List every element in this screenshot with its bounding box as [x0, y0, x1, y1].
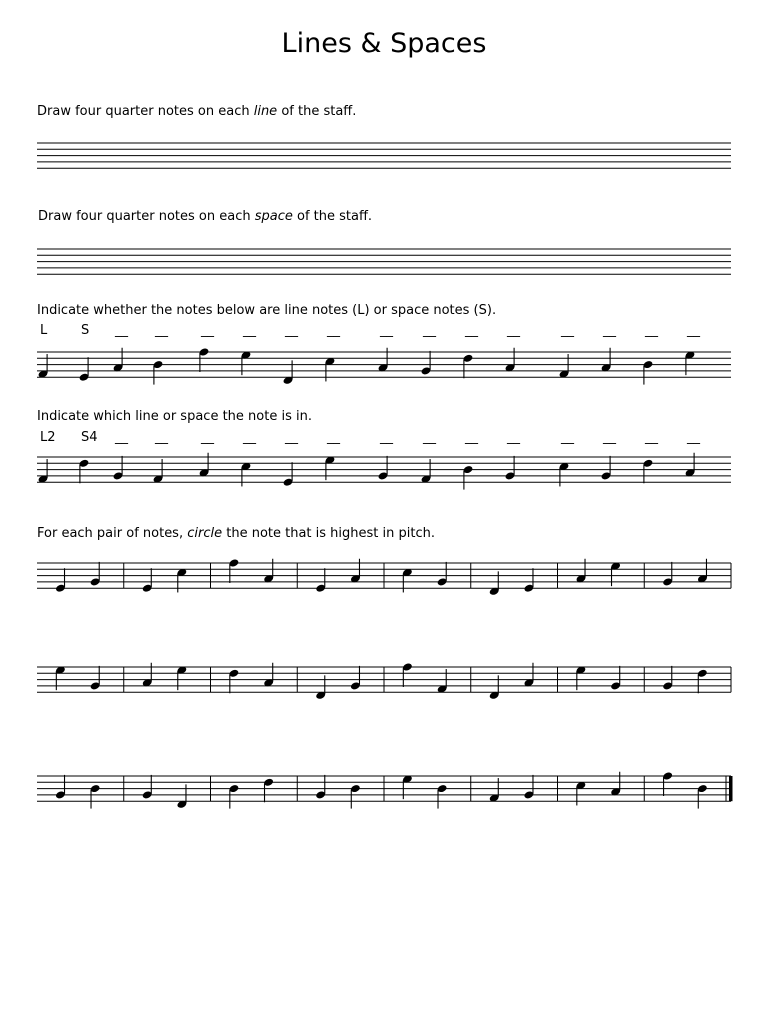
pair-staff-row-3	[0, 761, 768, 821]
ex5-row1-m2-note-1	[142, 568, 153, 593]
ex3-answer-7[interactable]: __	[285, 323, 298, 338]
ex5-row2-m2-note-1	[142, 663, 153, 688]
exercise5-text-after: the note that is highest in pitch.	[222, 526, 435, 541]
ex4-answer-6[interactable]: __	[243, 430, 256, 445]
ex3-answer-1[interactable]: L	[40, 323, 48, 338]
exercise5-text-before: For each pair of notes,	[37, 526, 188, 541]
ex3-answer-2[interactable]: S	[81, 323, 90, 338]
ex3-note-2	[79, 357, 90, 382]
exercise5-emphasis: circle	[187, 526, 223, 541]
ex3-answer-12[interactable]: __	[507, 323, 520, 338]
ex4-answer-9[interactable]: __	[380, 430, 393, 445]
ex3-note-12	[505, 348, 516, 373]
exercise5-instruction	[37, 526, 435, 542]
exercise3-instruction: Indicate whether the notes below are line notes (L) or space notes (S).	[37, 303, 497, 318]
ex5-row2-m8-note-2	[697, 669, 708, 694]
ex3-note-14	[601, 348, 612, 373]
ex5-row2-m1-note-1	[55, 665, 66, 690]
ex4-note-15	[643, 459, 654, 484]
ex5-row2-m6-note-2	[523, 663, 534, 688]
ex4-answer-13[interactable]: __	[561, 430, 574, 445]
ex4-note-11	[463, 465, 474, 490]
pair-staff-row-1	[0, 548, 768, 608]
ex5-row2-m5-note-1	[402, 662, 413, 687]
ex5-row1-m6-note-2	[523, 568, 534, 593]
ex5-row3-m7-note-2	[610, 772, 621, 797]
exercise2-text-before: Draw four quarter notes on each	[38, 209, 255, 224]
ex4-note-1	[38, 459, 49, 484]
ex3-answer-15[interactable]: __	[645, 323, 658, 338]
ex3-note-3	[113, 348, 124, 373]
ex4-answer-4[interactable]: __	[155, 430, 168, 445]
ex4-answer-16[interactable]: __	[687, 430, 700, 445]
ex5-row3-m8-note-2	[697, 784, 708, 809]
ex5-row2-m3-note-1	[228, 669, 239, 694]
ex5-row2-m8-note-1	[662, 666, 673, 691]
ex3-note-11	[463, 354, 474, 379]
ex3-answer-8[interactable]: __	[327, 323, 340, 338]
ex5-row1-m7-note-2	[610, 561, 621, 586]
ex4-answer-10[interactable]: __	[423, 430, 436, 445]
ex5-row3-m4-note-1	[315, 775, 326, 800]
exercise1-instruction	[37, 104, 356, 120]
ex5-row3-m6-note-2	[523, 775, 534, 800]
ex5-row3-m2-note-1	[142, 775, 153, 800]
ex3-answer-4[interactable]: __	[155, 323, 168, 338]
ex3-answer-10[interactable]: __	[423, 323, 436, 338]
ex4-note-12	[505, 456, 516, 481]
pair-staff-row-2	[0, 652, 768, 712]
ex3-note-1	[38, 354, 49, 379]
ex3-note-16	[685, 350, 696, 375]
ex4-note-3	[113, 456, 124, 481]
ex5-row1-m5-note-1	[402, 568, 413, 593]
exercise1-emphasis: line	[253, 104, 278, 119]
line-or-space-staff	[0, 337, 768, 397]
ex5-row3-m8-note-1	[662, 771, 673, 796]
ex4-answer-1[interactable]: L2	[40, 430, 56, 445]
ex3-answer-14[interactable]: __	[603, 323, 616, 338]
ex4-note-8	[325, 455, 336, 480]
ex5-row3-m2-note-2	[176, 784, 187, 809]
ex4-answer-15[interactable]: __	[645, 430, 658, 445]
ex4-answer-5[interactable]: __	[201, 430, 214, 445]
ex5-row2-m7-note-1	[575, 665, 586, 690]
ex5-row1-m1-note-1	[55, 568, 66, 593]
ex5-row3-m3-note-1	[228, 784, 239, 809]
ex4-answer-11[interactable]: __	[465, 430, 478, 445]
ex4-answer-2[interactable]: S4	[81, 430, 98, 445]
ex4-answer-3[interactable]: __	[115, 430, 128, 445]
ex5-row1-m5-note-2	[437, 562, 448, 587]
ex3-answer-16[interactable]: __	[687, 323, 700, 338]
ex5-row1-m3-note-1	[228, 558, 239, 583]
ex3-note-15	[643, 360, 654, 385]
ex4-note-6	[241, 462, 252, 487]
ex3-answer-13[interactable]: __	[561, 323, 574, 338]
ex4-note-7	[283, 462, 294, 487]
exercise1-text-before: Draw four quarter notes on each	[37, 104, 254, 119]
ex5-row2-m5-note-2	[437, 669, 448, 694]
ex5-row3-m1-note-2	[90, 784, 101, 809]
ex5-row2-m4-note-2	[350, 666, 361, 691]
ex5-row3-m5-note-1	[402, 774, 413, 799]
ex5-row3-m1-note-1	[55, 775, 66, 800]
ex3-answer-5[interactable]: __	[201, 323, 214, 338]
ex4-note-4	[153, 459, 164, 484]
ex3-note-8	[325, 357, 336, 382]
ex3-note-7	[283, 360, 294, 385]
ex5-row2-m3-note-2	[263, 663, 274, 688]
ex5-row3-m6-note-1	[489, 778, 500, 803]
ex3-answer-11[interactable]: __	[465, 323, 478, 338]
ex5-row1-m4-note-1	[315, 568, 326, 593]
ex3-answer-3[interactable]: __	[115, 323, 128, 338]
ex5-row3-m5-note-2	[437, 784, 448, 809]
exercise2-instruction	[38, 209, 372, 225]
ex5-row2-m1-note-2	[90, 666, 101, 691]
exercise4-instruction: Indicate which line or space the note is in.	[37, 409, 312, 424]
ex3-answer-6[interactable]: __	[243, 323, 256, 338]
ex5-row3-m3-note-2	[263, 778, 274, 803]
final-barline-thick	[729, 776, 733, 801]
ex3-note-5	[199, 347, 210, 372]
exercise1-text-after: of the staff.	[277, 104, 357, 119]
ex4-answer-14[interactable]: __	[603, 430, 616, 445]
ex5-row1-m8-note-1	[662, 562, 673, 587]
ex5-row1-m3-note-2	[263, 559, 274, 584]
ex4-answer-8[interactable]: __	[327, 430, 340, 445]
ex3-note-4	[153, 360, 164, 385]
ex5-row2-m7-note-2	[610, 666, 621, 691]
ex4-note-9	[378, 456, 389, 481]
ex5-row1-m4-note-2	[350, 559, 361, 584]
ex3-note-9	[378, 348, 389, 373]
ex4-note-13	[559, 462, 570, 487]
ex3-note-10	[421, 351, 432, 376]
ex5-row1-m2-note-2	[176, 568, 187, 593]
ex3-answer-9[interactable]: __	[380, 323, 393, 338]
ex3-note-13	[559, 354, 570, 379]
exercise2-emphasis: space	[254, 209, 293, 224]
ex5-row1-m6-note-1	[489, 571, 500, 596]
ex4-note-2	[79, 459, 90, 484]
ex5-row1-m7-note-1	[575, 559, 586, 584]
ex5-row3-m7-note-1	[575, 781, 586, 806]
ex5-row3-m4-note-2	[350, 784, 361, 809]
blank-staff-spaces[interactable]	[0, 234, 768, 279]
blank-staff-lines[interactable]	[0, 128, 768, 173]
ex5-row1-m8-note-2	[697, 559, 708, 584]
ex5-row2-m4-note-1	[315, 675, 326, 700]
page-title: Lines & Spaces	[281, 28, 487, 59]
ex5-row2-m2-note-2	[176, 665, 187, 690]
ex4-note-16	[685, 453, 696, 478]
which-line-space-staff	[0, 442, 768, 502]
ex4-note-14	[601, 456, 612, 481]
ex5-row1-m1-note-2	[90, 562, 101, 587]
exercise2-text-after: of the staff.	[292, 209, 373, 224]
ex4-note-10	[421, 459, 432, 484]
ex4-answer-12[interactable]: __	[507, 430, 520, 445]
ex5-row2-m6-note-1	[489, 675, 500, 700]
ex3-note-6	[241, 350, 252, 375]
ex4-answer-7[interactable]: __	[285, 430, 298, 445]
ex4-note-5	[199, 453, 210, 478]
